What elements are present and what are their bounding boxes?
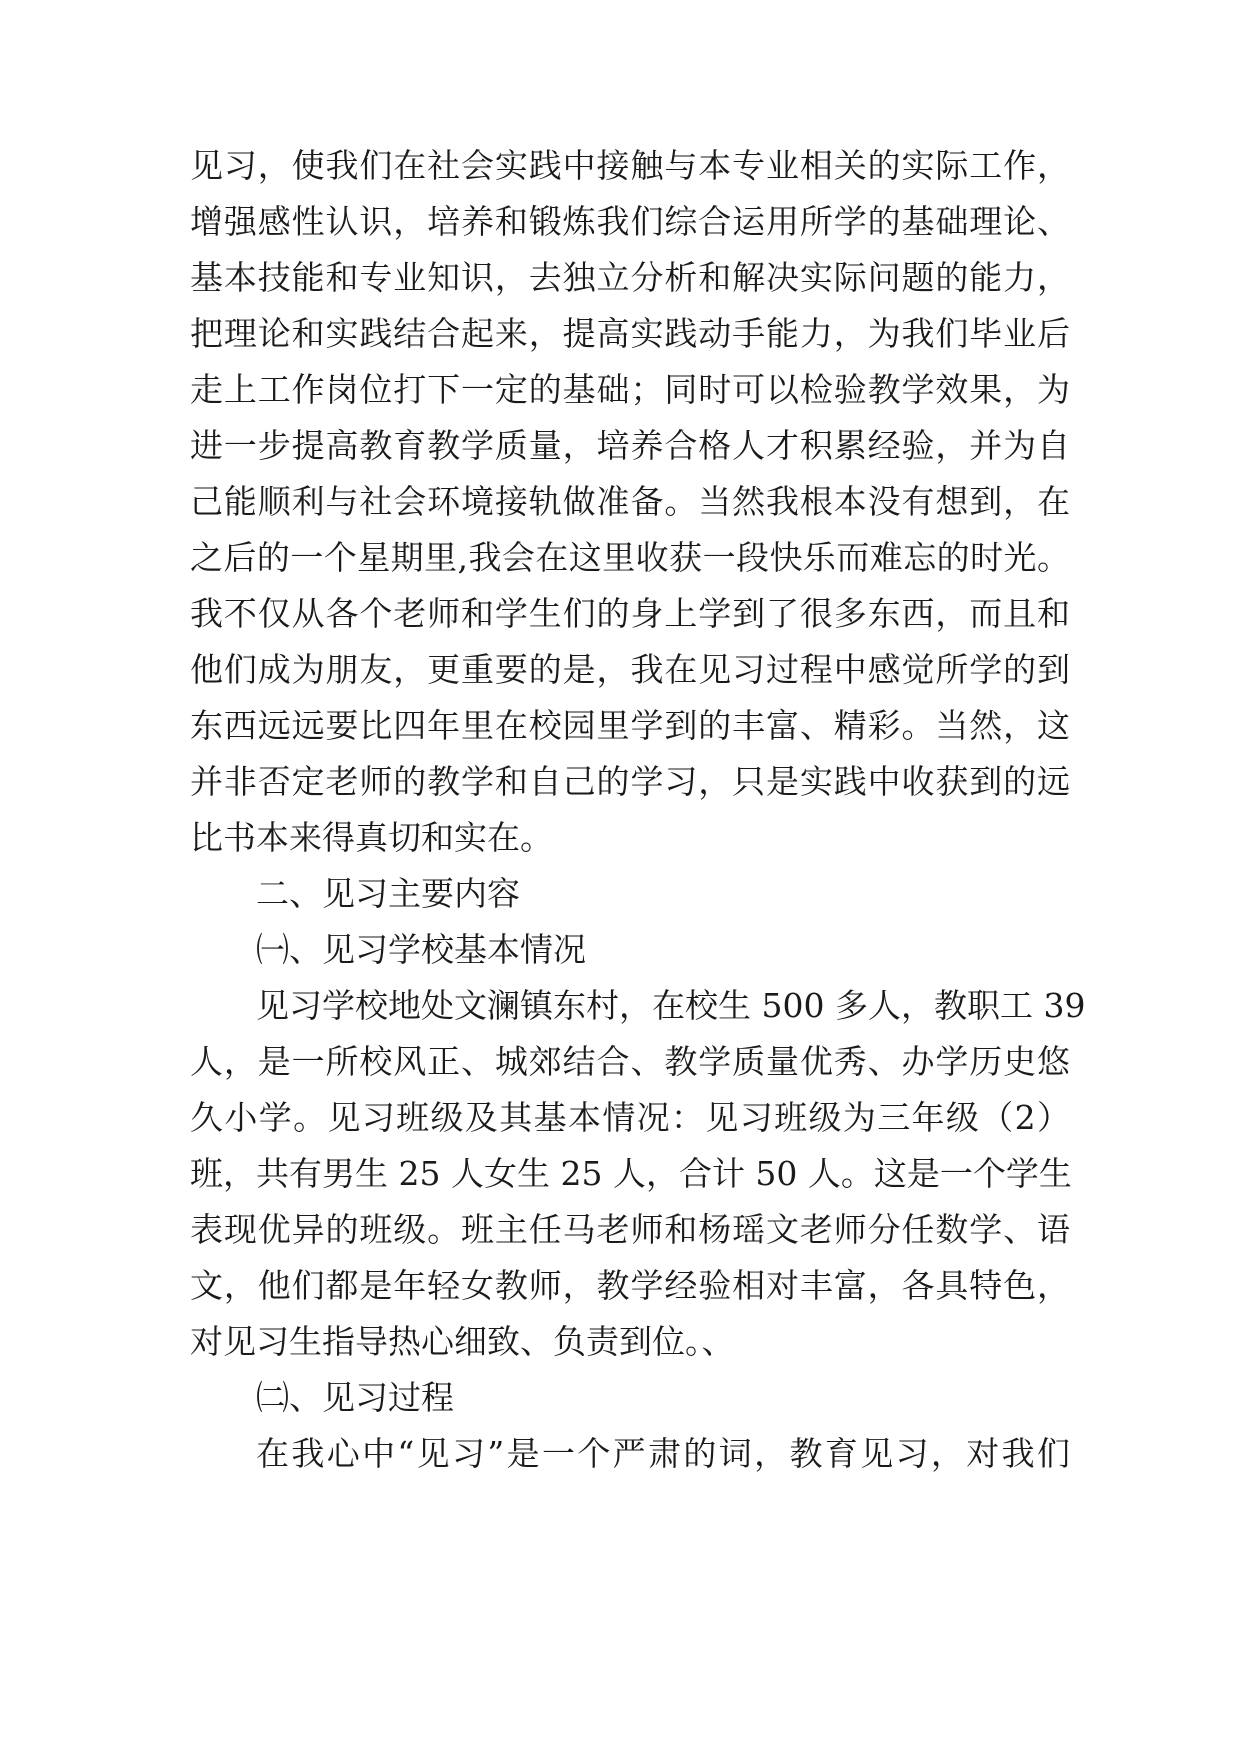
paragraph-line: 增强感性认识，培养和锻炼我们综合运用所学的基础理论、 [190,202,1070,241]
paragraph-line: 见习，使我们在社会实践中接触与本专业相关的实际工作， [190,146,1070,185]
paragraph-line: 基本技能和专业知识，去独立分析和解决实际问题的能力， [190,258,1070,297]
subsection-heading: ㈡、见习过程 [256,1378,454,1417]
paragraph-line: 见习学校地处文澜镇东村，在校生 500 多人，教职工 39 [256,986,1086,1025]
paragraph-line: 己能顺利与社会环境接轨做准备。当然我根本没有想到，在 [190,482,1070,521]
subsection-heading: ㈠、见习学校基本情况 [256,930,586,969]
paragraph-line: 东西远远要比四年里在校园里学到的丰富、精彩。当然，这 [190,706,1070,745]
paragraph-line: 之后的一个星期里,我会在这里收获一段快乐而难忘的时光。 [190,538,1070,577]
paragraph-line: 进一步提高教育教学质量，培养合格人才积累经验，并为自 [190,426,1070,465]
section-heading: 二、见习主要内容 [256,874,520,913]
paragraph-line: 走上工作岗位打下一定的基础；同时可以检验教学效果，为 [190,370,1070,409]
paragraph-line: 把理论和实践结合起来，提高实践动手能力，为我们毕业后 [190,314,1070,353]
paragraph-line: 我不仅从各个老师和学生们的身上学到了很多东西，而且和 [190,594,1070,633]
paragraph-line: 人，是一所校风正、城郊结合、教学质量优秀、办学历史悠 [190,1042,1070,1081]
paragraph-line: 对见习生指导热心细致、负责到位。、 [190,1322,735,1361]
paragraph-line: 久小学。见习班级及其基本情况：见习班级为三年级（2） [190,1098,1070,1137]
paragraph-line: 表现优异的班级。班主任马老师和杨瑶文老师分任数学、语 [190,1210,1070,1249]
paragraph-line: 并非否定老师的教学和自己的学习，只是实践中收获到的远 [190,762,1070,801]
paragraph-line: 他们成为朋友，更重要的是，我在见习过程中感觉所学的到 [190,650,1070,689]
paragraph-line: 班，共有男生 25 人女生 25 人，合计 50 人。这是一个学生 [190,1154,1072,1193]
paragraph-line: 文，他们都是年轻女教师，教学经验相对丰富，各具特色， [190,1266,1070,1305]
paragraph-line: 比书本来得真切和实在。 [190,818,553,857]
paragraph-line: 在我心中“见习”是一个严肃的词，教育见习，对我们 [256,1434,1070,1473]
